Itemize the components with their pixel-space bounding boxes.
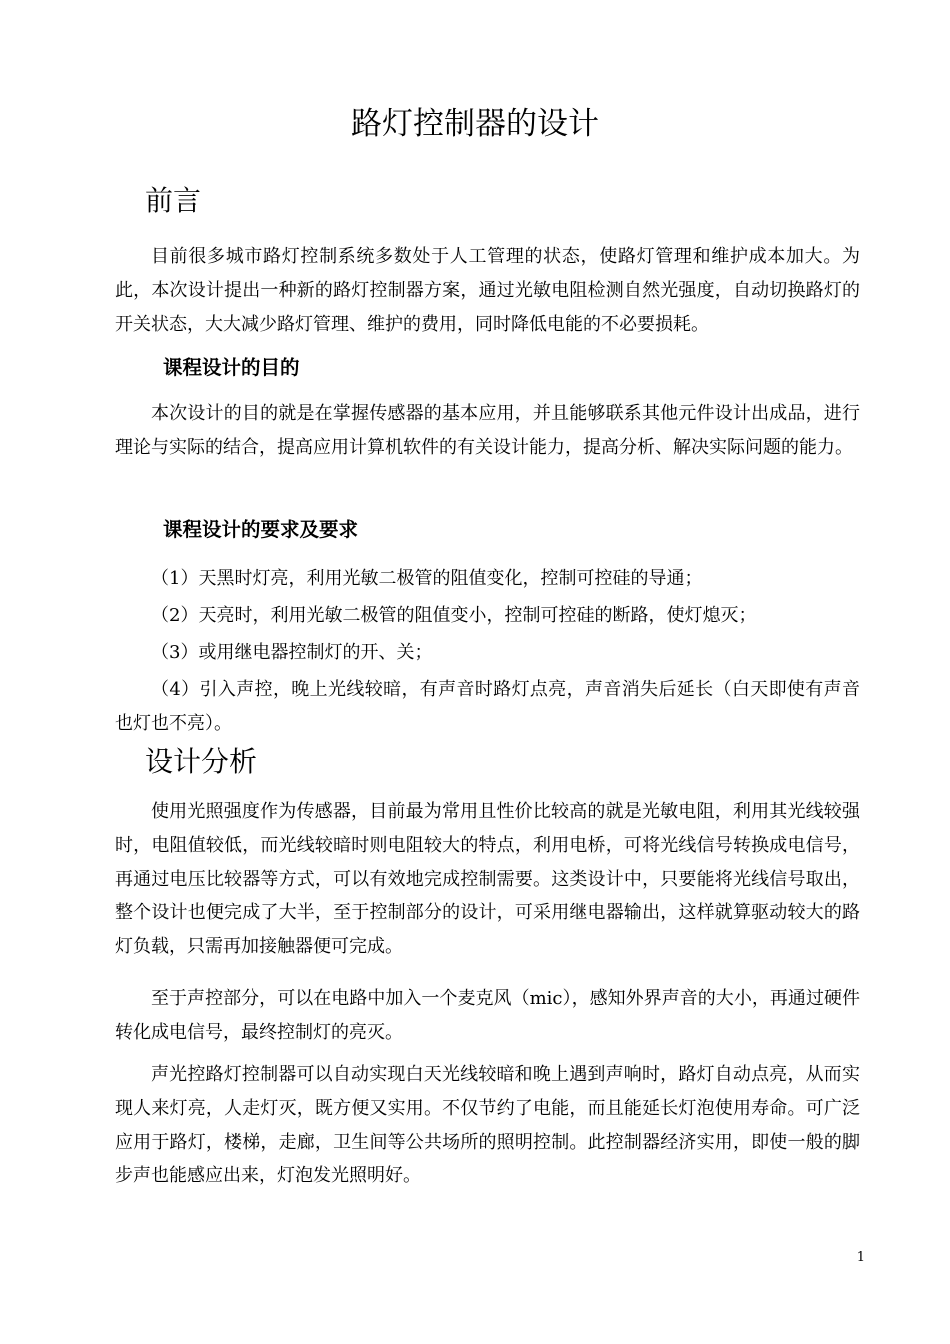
paragraph-preface: 目前很多城市路灯控制系统多数处于人工管理的状态，使路灯管理和维护成本加大。为此，本次设计提出一种新的路灯控制器方案，通过光敏电阻检测自然光强度，自动切换路灯的开关状态，大大减少路灯管理、维护的费用，同时降低电能的不必要损耗。 xyxy=(115,246,860,335)
heading-preface: 前言 xyxy=(145,184,202,217)
heading-analysis: 设计分析 xyxy=(145,745,258,778)
requirement-item-2: （2）天亮时，利用光敏二极管的阻值变小，控制可控硅的断路，使灯熄灭； xyxy=(151,605,757,626)
requirement-item-4: （4）引入声控，晚上光线较暗，有声音时路灯点亮，声音消失后延长（白天即使有声音也灯也不亮）。 xyxy=(115,679,860,734)
page-number: 1 xyxy=(856,1250,865,1265)
heading-purpose: 课程设计的目的 xyxy=(163,356,300,379)
requirement-item-3: （3）或用继电器控制灯的开、关； xyxy=(151,642,433,663)
paragraph-analysis-1: 使用光照强度作为传感器，目前最为常用且性价比较高的就是光敏电阻，利用其光线较强时，电阻值较低，而光线较暗时则电阻较大的特点，利用电桥，可将光线信号转换成电信号，再通过电压比较器等方式，可以有效地完成控制需要。这类设计中，只要能将光线信号取出，整个设计也便完成了大半，至于控制部分的设计，可采用继电器输出，这样就算驱动较大的路灯负载，只需再加接触器便可完成。 xyxy=(115,801,860,958)
paragraph-analysis-2: 至于声控部分，可以在电路中加入一个麦克风（mic），感知外界声音的大小，再通过硬件转化成电信号，最终控制灯的亮灭。 xyxy=(115,988,860,1043)
requirement-item-1: （1）天黑时灯亮，利用光敏二极管的阻值变化，控制可控硅的导通； xyxy=(151,568,703,589)
paragraph-analysis-3: 声光控路灯控制器可以自动实现白天光线较暗和晚上遇到声响时，路灯自动点亮，从而实现人来灯亮，人走灯灭，既方便又实用。不仅节约了电能，而且能延长灯泡使用寿命。可广泛应用于路灯，楼梯，走廊，卫生间等公共场所的照明控制。此控制器经济实用，即使一般的脚步声也能感应出来，灯泡发光照明好。 xyxy=(115,1064,860,1187)
document-title: 路灯控制器的设计 xyxy=(351,106,599,142)
heading-requirements: 课程设计的要求及要求 xyxy=(163,518,359,541)
paragraph-purpose: 本次设计的目的就是在掌握传感器的基本应用，并且能够联系其他元件设计出成品，进行理论与实际的结合，提高应用计算机软件的有关设计能力，提高分析、解决实际问题的能力。 xyxy=(115,403,860,458)
